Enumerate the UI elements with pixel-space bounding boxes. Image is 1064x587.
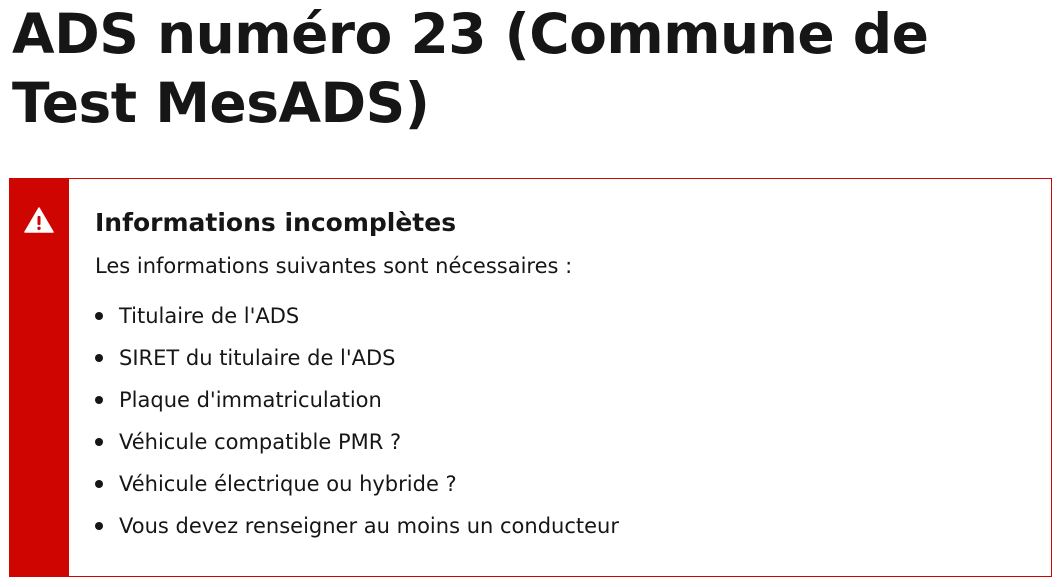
list-item — [95, 505, 1031, 547]
list-item-label: Vous devez renseigner au moins un conducteur — [119, 514, 619, 538]
alert-content — [95, 203, 1031, 547]
list-item-label: Plaque d'immatriculation — [119, 388, 382, 412]
bullet-icon — [95, 396, 103, 404]
list-item-label: SIRET du titulaire de l'ADS — [119, 346, 396, 370]
list-item — [95, 295, 1031, 337]
list-item — [95, 421, 1031, 463]
bullet-icon — [95, 522, 103, 530]
bullet-icon — [95, 312, 103, 320]
bullet-icon — [95, 438, 103, 446]
list-item-label: Titulaire de l'ADS — [119, 304, 300, 328]
bullet-icon — [95, 354, 103, 362]
alert-accent-bar — [10, 179, 69, 576]
warning-icon — [24, 207, 54, 233]
missing-info-list — [95, 295, 1031, 547]
list-item-label: Véhicule électrique ou hybride ? — [119, 472, 457, 496]
incomplete-info-alert — [9, 178, 1052, 577]
list-item — [95, 337, 1031, 379]
list-item-label: Véhicule compatible PMR ? — [119, 430, 402, 454]
list-item — [95, 379, 1031, 421]
bullet-icon — [95, 480, 103, 488]
alert-description: Les informations suivantes sont nécessaires : — [95, 254, 573, 278]
list-item — [95, 463, 1031, 505]
alert-title: Informations incomplètes — [95, 208, 457, 237]
page-title: ADS numéro 23 (Commune de Test MesADS) — [12, 2, 929, 135]
